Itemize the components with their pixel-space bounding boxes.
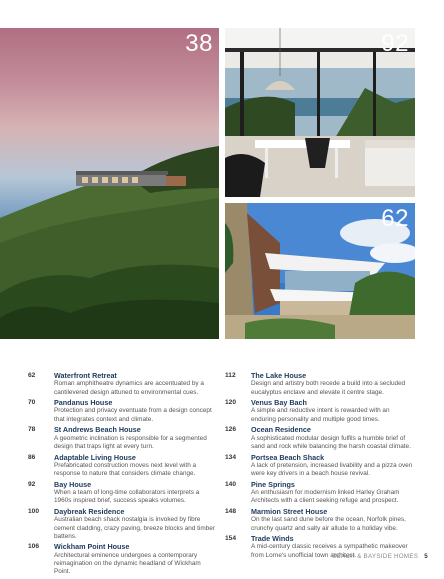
toc-entry[interactable]	[28, 372, 218, 397]
toc-description: An enthusiasm for modernism linked Harley Graham Architects with a client seeking refuge and prospect.	[251, 489, 400, 505]
toc-description: When a team of long-time collaborators interprets a 1960s inspired brief, success speaks volumes.	[54, 489, 200, 505]
toc-entry[interactable]	[28, 543, 218, 576]
toc-entry[interactable]	[28, 454, 218, 479]
toc-description: Protection and privacy eventuate from a design concept that integrates context and climate.	[54, 407, 212, 423]
toc-description: A geometric inclination is responsible for a segmented design that traps light at every turn.	[54, 434, 207, 450]
toc-entry[interactable]	[28, 426, 218, 451]
toc-entry[interactable]	[225, 399, 415, 424]
toc-entry[interactable]	[225, 508, 415, 533]
toc-title: The Lake House	[251, 371, 307, 380]
toc-entry[interactable]	[225, 372, 415, 397]
toc-right-column	[225, 372, 415, 562]
toc-page-number: 86	[28, 453, 36, 461]
toc-page-number: 70	[28, 399, 36, 407]
photo-page-38	[0, 28, 219, 339]
toc-description: A lack of pretension, increased livability and a pizza oven were key drivers in a beach house revival.	[251, 461, 413, 478]
photo-page-62	[225, 203, 415, 339]
toc-left-column	[28, 372, 218, 579]
toc-page-number: 106	[28, 543, 40, 551]
toc-entry[interactable]	[225, 481, 415, 506]
toc-title: Waterfront Retreat	[54, 371, 117, 380]
toc-title: Venus Bay Bach	[251, 398, 307, 408]
toc-description: A simple and reductive intent is rewarded with an enduring personality and multiple good times.	[251, 407, 390, 423]
toc-title: Trade Winds	[251, 534, 294, 544]
toc-page-number: 92	[28, 480, 36, 488]
publication-title: BEACH & BAYSIDE HOMES	[332, 553, 419, 560]
toc-page-number: 62	[28, 372, 36, 379]
toc-title: Wickham Point House	[54, 542, 130, 552]
toc-title: Pine Springs	[251, 479, 295, 489]
toc-title: Bay House	[54, 479, 92, 489]
toc-entry[interactable]	[225, 426, 415, 451]
toc-title: Pandanus House	[54, 398, 113, 408]
toc-description: On the last sand dune before the ocean, Norfolk pines, crunchy quartz and salty air allude to a holiday vibe.	[251, 516, 406, 532]
folio-number: 5	[424, 553, 428, 560]
photo-page-92	[225, 28, 415, 197]
toc-title: Ocean Residence	[251, 425, 311, 435]
toc-entry[interactable]	[28, 481, 218, 506]
page-footer	[332, 553, 428, 560]
toc-title: Daybreak Residence	[54, 506, 125, 516]
toc-entry[interactable]	[28, 399, 218, 424]
toc-page-number: 140	[225, 480, 237, 488]
toc-description: Design and artistry both recede a build into a secluded eucalyptus enclave and elevate it centre stage.	[251, 380, 406, 396]
toc-entry[interactable]	[28, 508, 218, 541]
hillside-house-illustration	[0, 28, 219, 339]
toc-description: Architectural eminence undergoes a contemporary reimagination on the dynamic headland of Wickham Point.	[54, 551, 201, 576]
toc-description: Roman amphitheatre dynamics are accentuated by a cantilevered design attuned to environmental cues.	[54, 380, 204, 396]
toc-title: Portsea Beach Shack	[251, 452, 325, 462]
toc-page-number: 126	[225, 426, 237, 434]
toc-page-number: 100	[28, 507, 40, 515]
toc-page-number: 78	[28, 426, 36, 434]
toc-title: Adaptable Living House	[54, 452, 136, 462]
photo-page-number: 92	[381, 30, 409, 57]
toc-page-number: 112	[225, 372, 236, 379]
toc-description: Prefabricated construction moves next level with a response to nature that considers climate change.	[54, 461, 197, 478]
toc-page-number: 134	[225, 453, 237, 461]
toc-description: A mid-century classic receives a sympathetic makeover from Lorne's unofficial town architect.	[251, 543, 408, 559]
toc-title: St Andrews Beach House	[54, 425, 141, 435]
toc-page-number: 154	[225, 535, 237, 543]
toc-description: Australian beach shack nostalgia is invoked by fibre cement cladding, crazy paving, breeze blocks and timber battens.	[54, 516, 215, 540]
toc-entry[interactable]	[225, 454, 415, 479]
photo-page-number: 38	[185, 30, 213, 57]
toc-page-number: 148	[225, 507, 237, 515]
toc-title: Marmion Street House	[251, 506, 328, 516]
toc-description: A sophisticated modular design fulfils a humble brief of sand and rock while balancing the harsh coastal climate.	[251, 434, 411, 450]
photo-page-number: 62	[381, 205, 409, 232]
toc-page-number: 120	[225, 399, 237, 407]
